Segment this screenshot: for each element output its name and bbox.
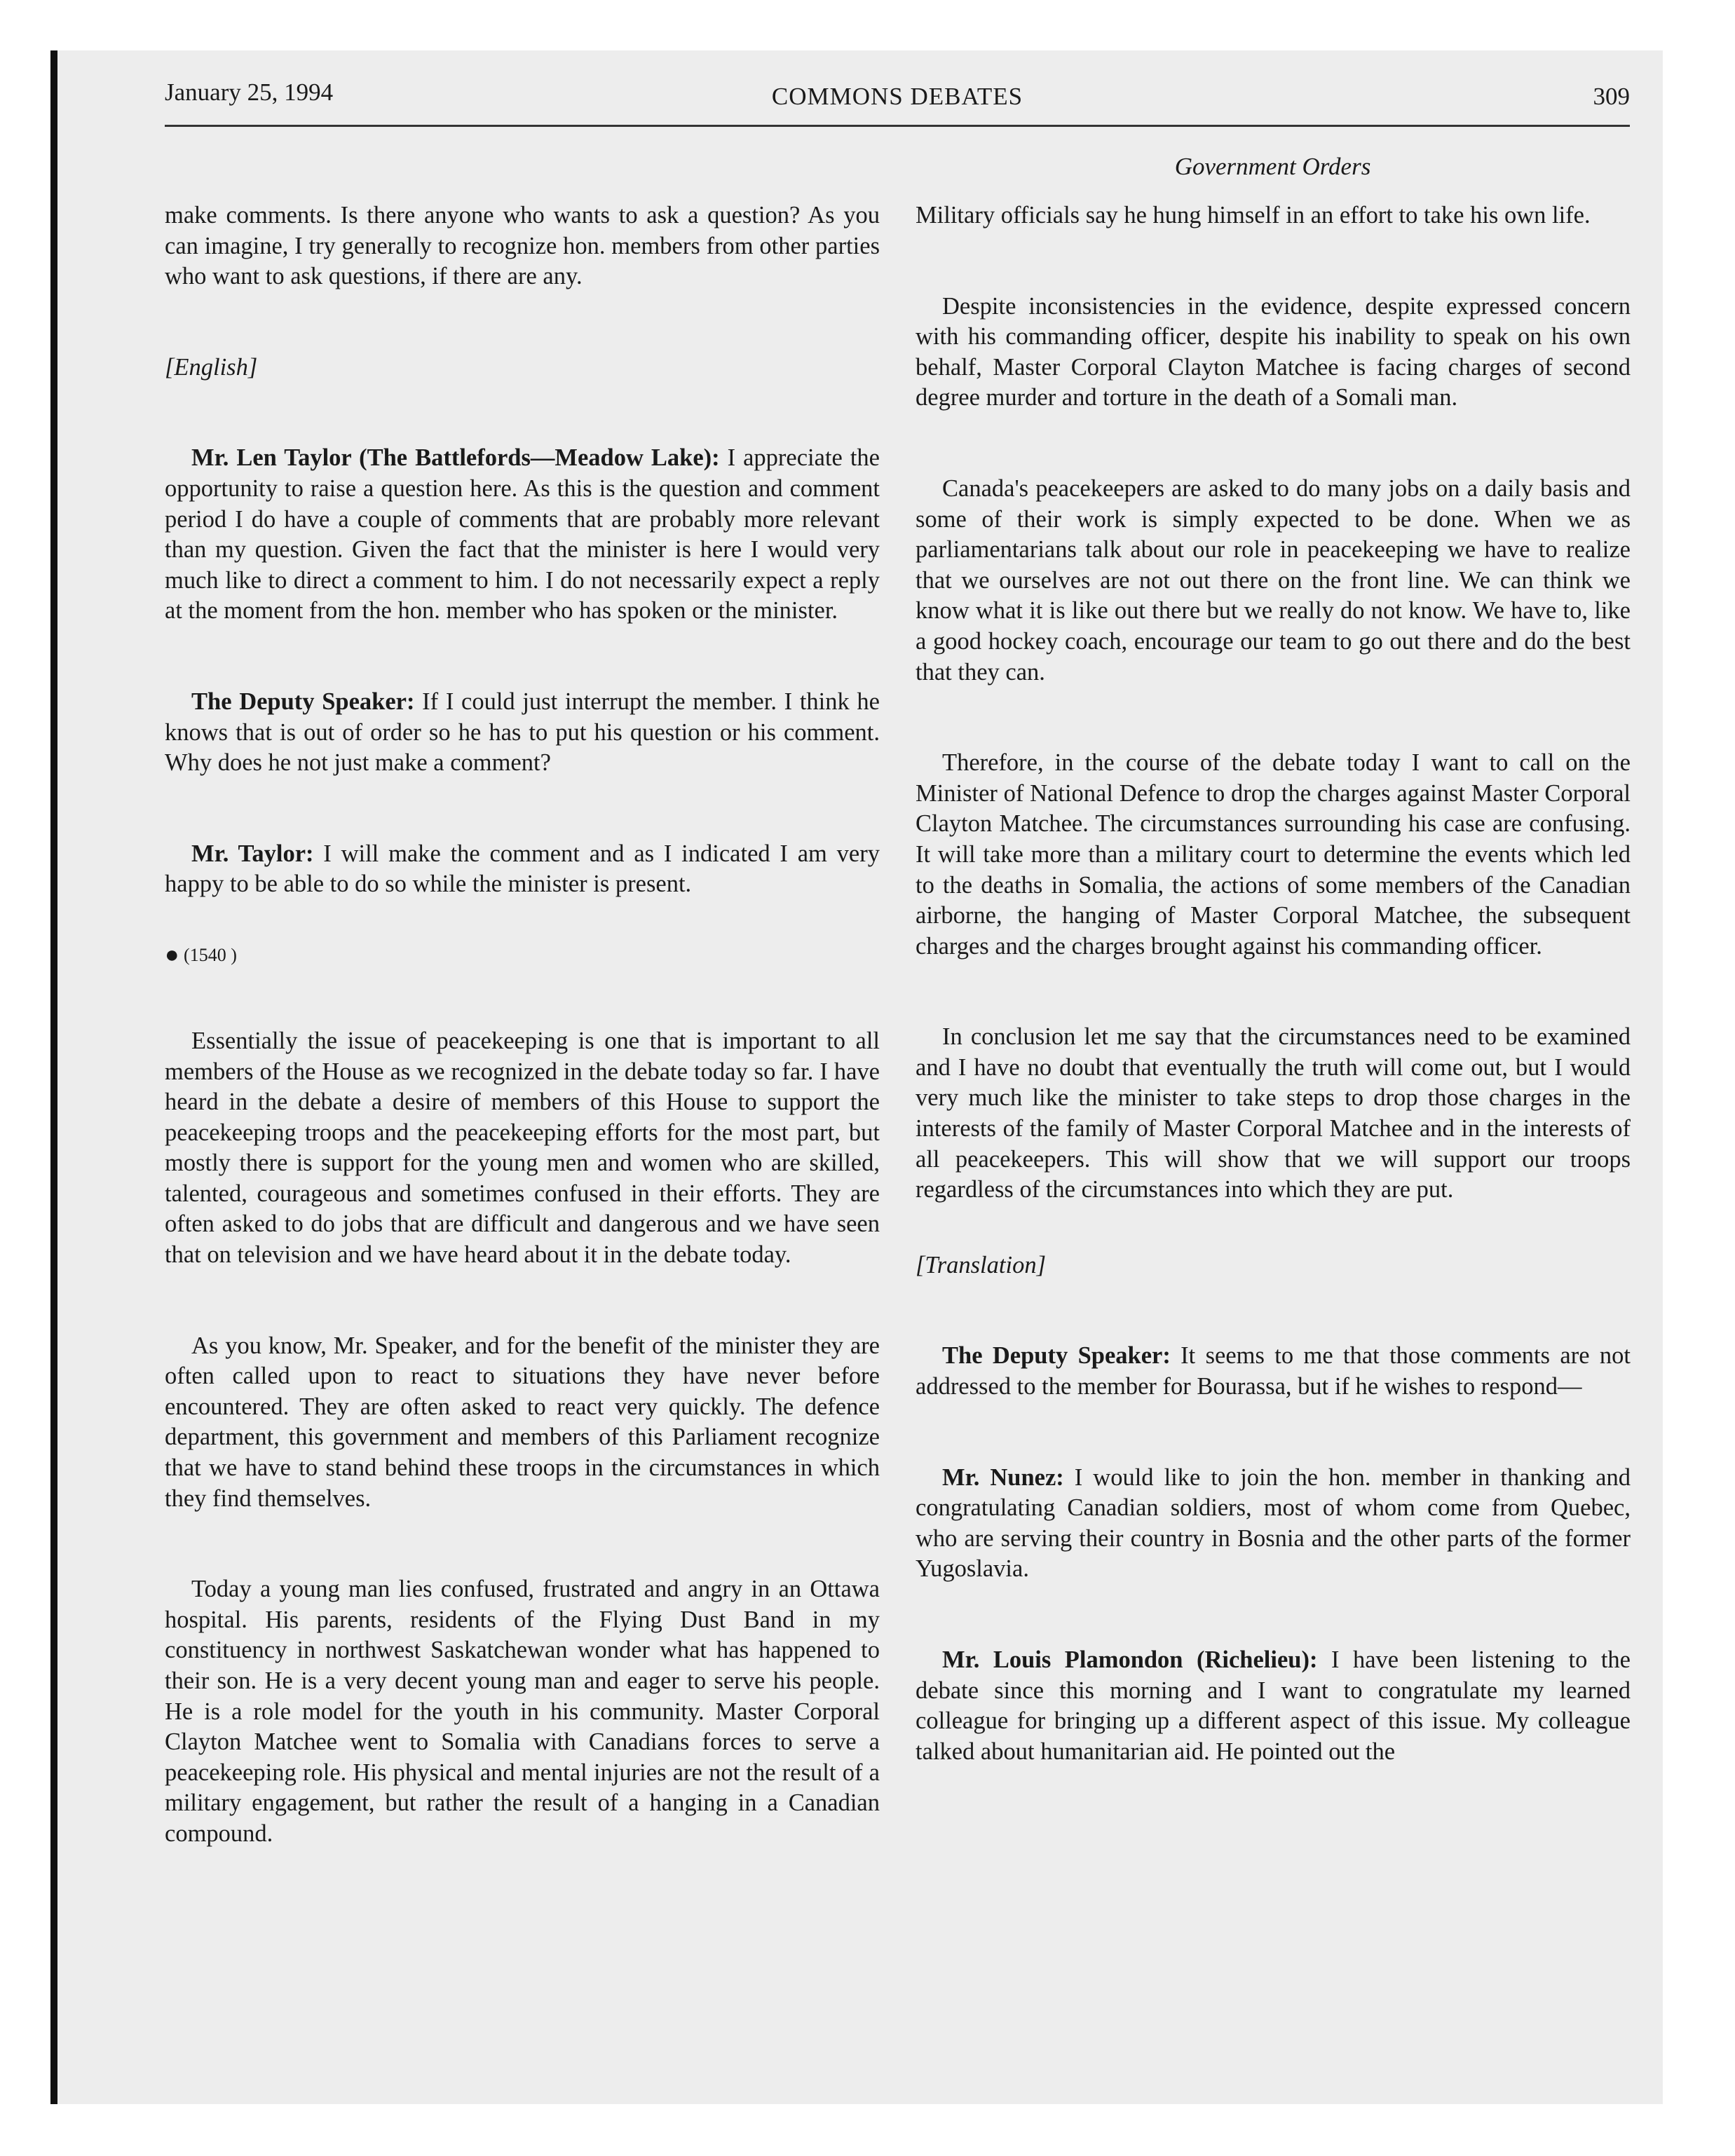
paragraph: Essentially the issue of peacekeeping is one that is important to all members of the House as we recognized in the debate today so far. I have heard in the debate a desire of members of this House to support the peacekeeping troops and the peacekeeping efforts for the most part, but mostly there is support for the young men and women who are skilled, talented, courageous and sometimes confused in their efforts. They are often asked to do jobs that are difficult and dangerous and we have seen that on television and we have heard about it in the debate today. (165, 1027, 880, 1269)
section-label: Government Orders (1174, 153, 1371, 180)
paragraph: make comments. Is there anyone who wants to ask a question? As you can imagine, I try generally to recognize hon. members from other parties who want to ask questions, if there are any. (165, 202, 880, 290)
left-column (165, 200, 880, 1910)
page-binding-edge (50, 50, 57, 2104)
timestamp-text: (1540 ) (179, 944, 237, 965)
language-marker: [Translation] (916, 1251, 1046, 1278)
speech-text: I would like to join the hon. member in thanking and congratulating Canadian soldiers, most of whom come from Quebec, who are serving their country in Bosnia and the other parts of the former Yugoslavia. (916, 1464, 1631, 1583)
speech-paragraph (165, 443, 880, 627)
speaker-name: The Deputy Speaker: (942, 1342, 1171, 1370)
speech-paragraph (916, 1341, 1631, 1402)
header-date: January 25, 1994 (165, 79, 334, 106)
paragraph: Today a young man lies confused, frustrated and angry in an Ottawa hospital. His parents, residents of the Flying Dust Band in my constituency in northwest Saskatchewan wonder what has happened to their son. He is a very decent young man and eager to serve his people. He is a role model for the youth in his community. Master Corporal Clayton Matchee went to Somalia with Canadians forces to serve a peacekeeping role. His physical and mental injuries are not the result of a military engagement, but rather the result of a hanging in a Canadian compound. (165, 1576, 880, 1847)
paragraph: In conclusion let me say that the circumstances need to be examined and I have no doubt that eventually the truth will come out, but I would very much like the minister to take steps to drop those charges in the interests of the family of Master Corporal Matchee and in the interests of all peacekeepers. This will show that we will support our troops regardless of the circumstances into which they are put. (916, 1023, 1631, 1203)
paragraph: Therefore, in the course of the debate today I want to call on the Minister of National Defence to drop the charges against Master Corporal Clayton Matchee. The circumstances surrounding his case are confusing. It will take more than a military court to determine the events which led to the deaths in Somalia, the actions of some members of the Canadian airborne, the hanging of Master Corporal Matchee, the subsequent charges and the charges brought against his commanding officer. (916, 749, 1631, 960)
speech-text: I have been listening to the debate since this morning and I want to congratulate my learned colleague for bringing up a different aspect of this issue. My colleague talked about humanitarian aid. He pointed out the (916, 1646, 1631, 1765)
right-column (916, 200, 1631, 1827)
speaker-name: Mr. Len Taylor (The Battlefords—Meadow Lake): (191, 444, 720, 472)
speech-text: If I could just interrupt the member. I think he knows that is out of order so he has to put his question or his comment. Why does he not just make a comment? (165, 688, 880, 777)
paragraph: Canada's peacekeepers are asked to do many jobs on a daily basis and some of their work is simply expected to be done. When we as parliamentarians talk about our role in peacekeeping we have to realize that we ourselves are not out there on the front line. We can think we know what it is like out there but we really do not know. We have to, like a good hockey coach, encourage our team to go out there and do the best that they can. (916, 475, 1631, 685)
speech-text: I will make the comment and as I indicated I am very happy to be able to do so while the minister is present. (165, 840, 880, 898)
speech-text: I appreciate the opportunity to raise a question here. As this is the question and comment period I do have a couple of comments that are probably more relevant than my question. Given the fact that the minister is here I would very much like to direct a comment to him. I do not necessarily expect a reply at the moment from the hon. member who has spoken or the minister. (165, 444, 880, 625)
speech-paragraph (165, 839, 880, 900)
running-header (165, 76, 1630, 125)
header-rule (165, 125, 1630, 127)
language-marker: [English] (165, 353, 258, 381)
timestamp-marker (165, 941, 880, 968)
paragraph: Despite inconsistencies in the evidence, despite expressed concern with his commanding officer, despite his inability to speak on his own behalf, Master Corporal Clayton Matchee is facing charges of second degree murder and torture in the death of a Somali man. (916, 292, 1631, 411)
paragraph: Military officials say he hung himself in an effort to take his own life. (916, 202, 1591, 228)
speaker-name: Mr. Nunez: (942, 1464, 1064, 1491)
speech-paragraph (165, 687, 880, 779)
speaker-name: Mr. Louis Plamondon (Richelieu): (942, 1646, 1318, 1673)
speaker-name: Mr. Taylor: (191, 840, 314, 867)
header-page-number: 309 (1593, 83, 1630, 110)
speaker-name: The Deputy Speaker: (191, 688, 415, 715)
speech-paragraph (916, 1463, 1631, 1585)
header-title: COMMONS DEBATES (771, 83, 1023, 110)
bullet-icon: ● (165, 941, 179, 968)
speech-text: It seems to me that those comments are not addressed to the member for Bourassa, but if he wishes to respond— (916, 1342, 1631, 1400)
paragraph: As you know, Mr. Speaker, and for the benefit of the minister they are often called upon to react to situations they have never before encountered. They are often asked to react very quickly. The defence department, this government and members of this Parliament recognize that we have to stand behind these troops in the circumstances in which they find themselves. (165, 1332, 880, 1512)
speech-paragraph (916, 1645, 1631, 1767)
